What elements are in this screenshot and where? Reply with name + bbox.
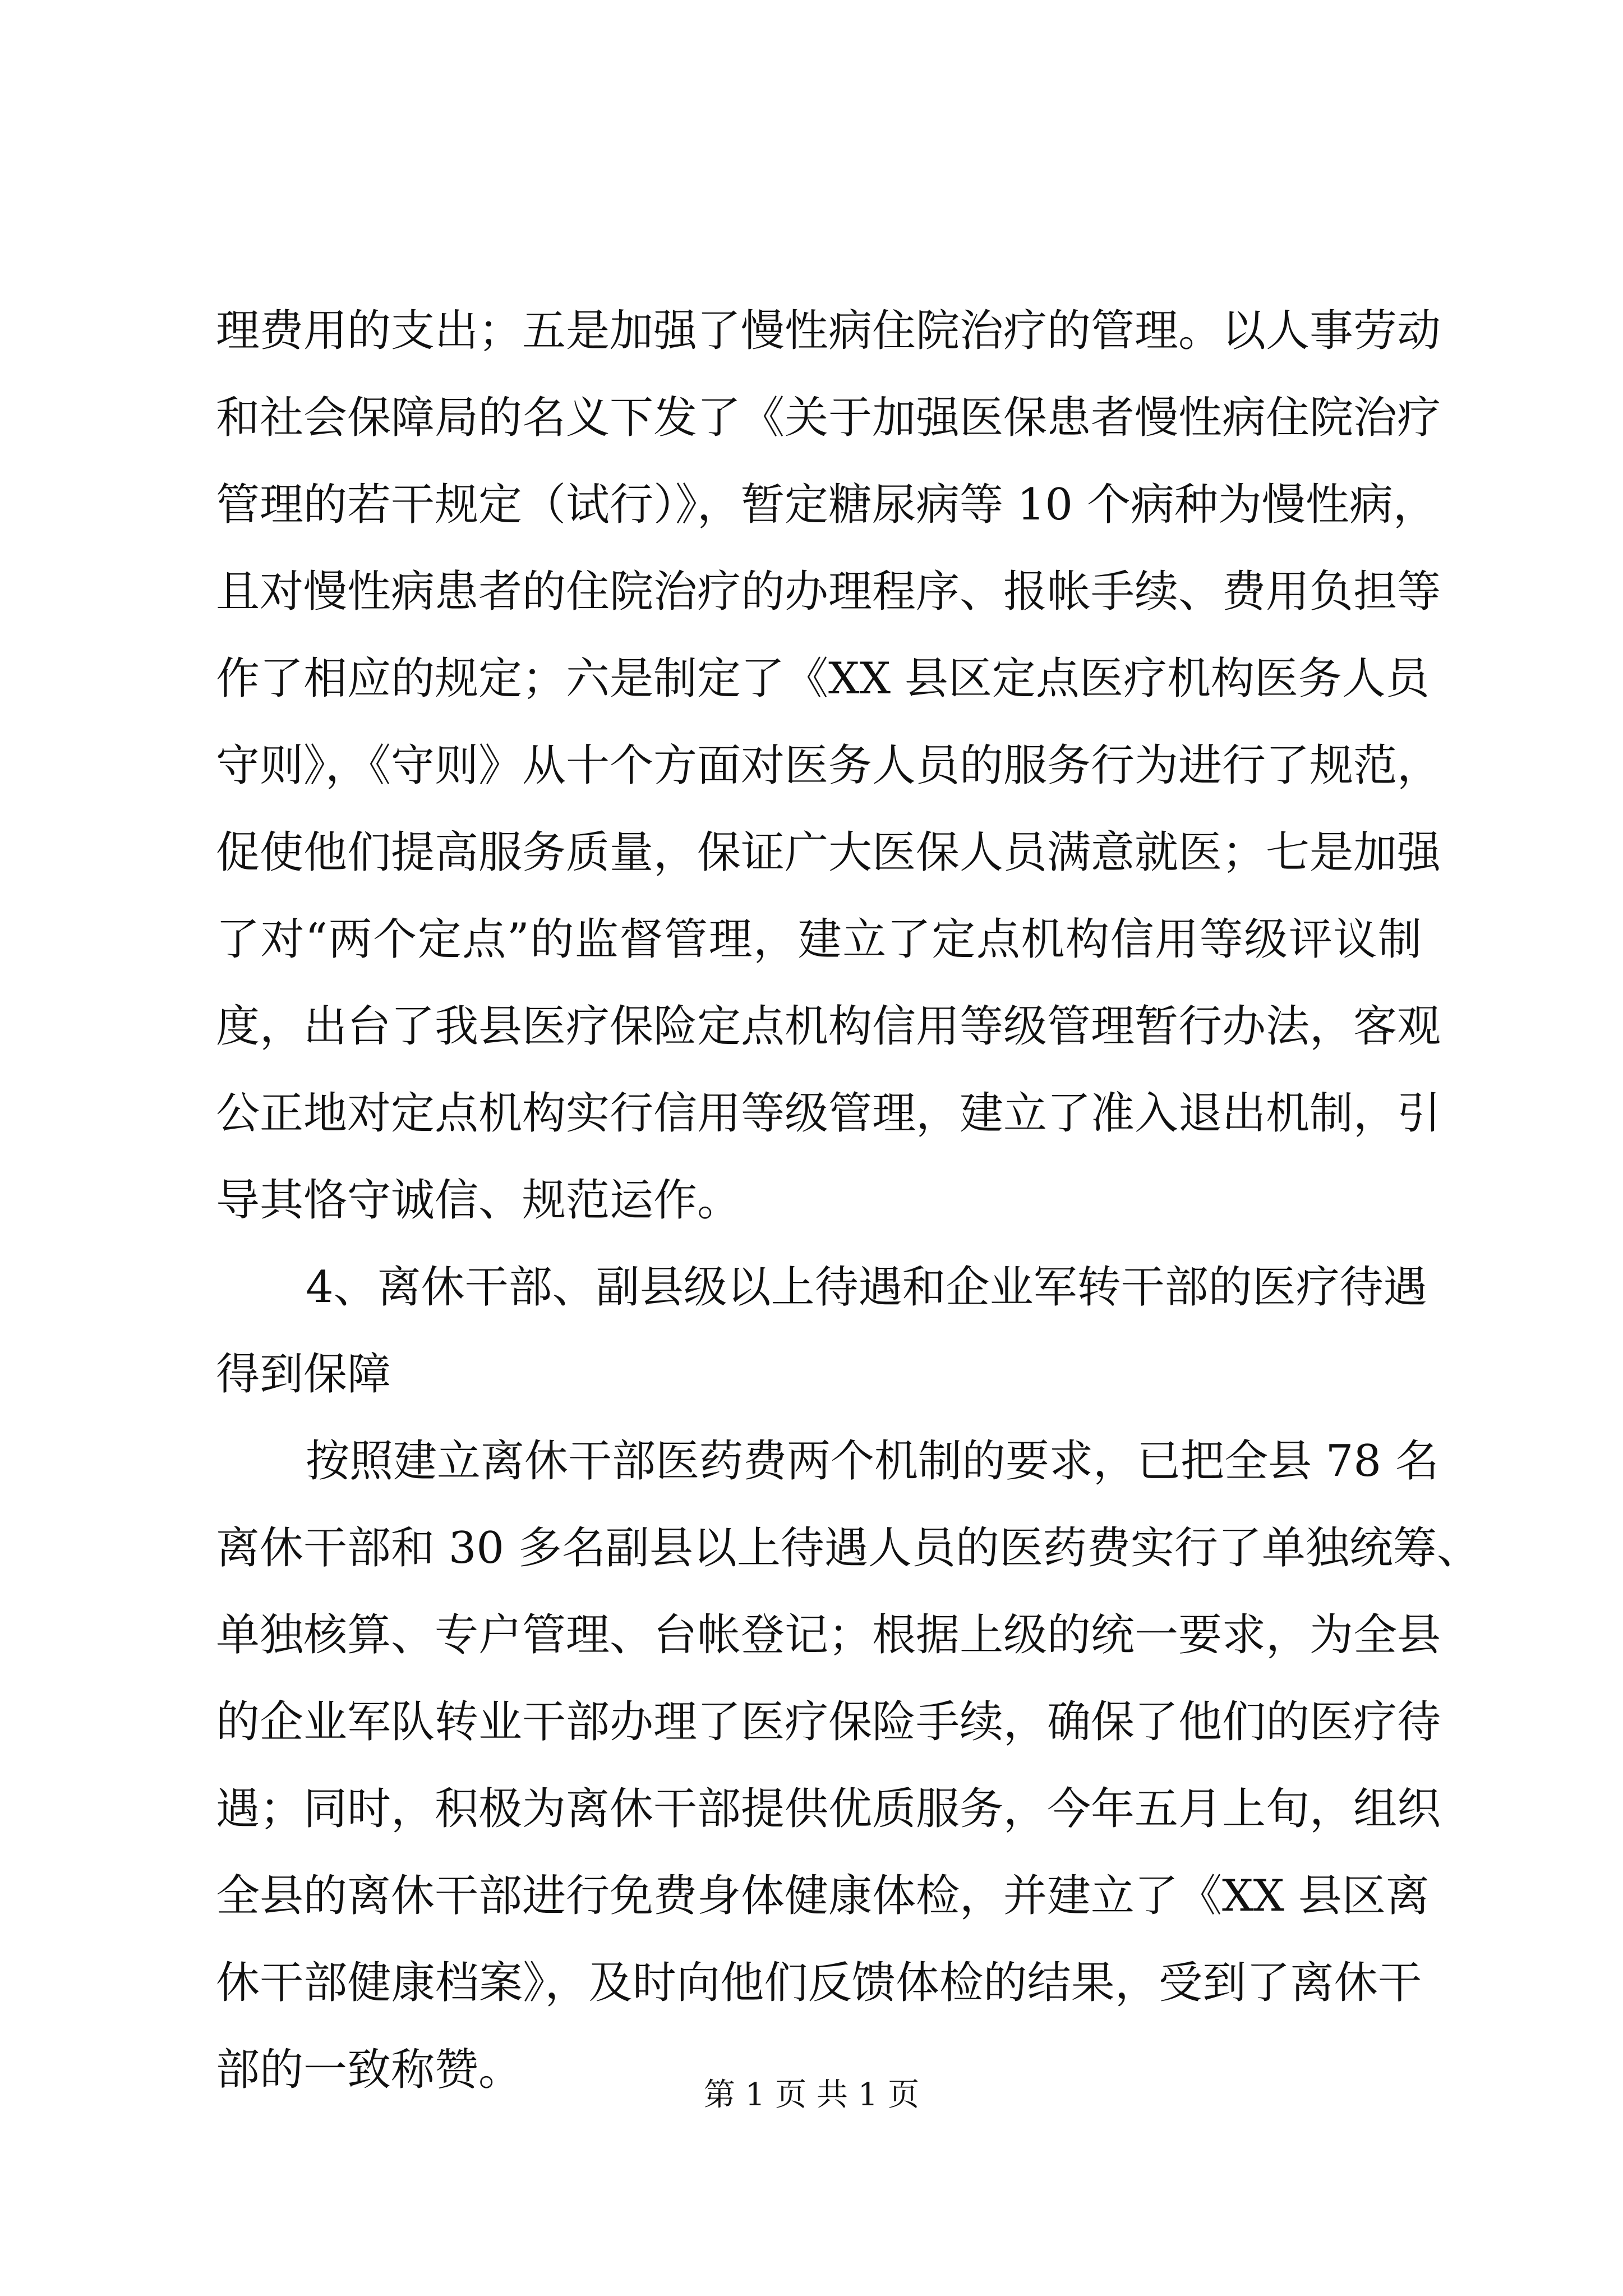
body-line-1: 理费用的支出；五是加强了慢性病住院治疗的管理。以人事劳动 [216, 306, 1441, 356]
body-line-15: 的企业军队转业干部办理了医疗保险手续，确保了他们的医疗待 [216, 1697, 1441, 1747]
body-line-16: 遇；同时，积极为离休干部提供优质服务，今年五月上旬，组织 [216, 1784, 1441, 1834]
body-line-3: 管理的若干规定（试行）》，暂定糖尿病等 10 个病种为慢性病， [216, 480, 1437, 530]
body-line-18: 休干部健康档案》，及时向他们反馈体检的结果，受到了离休干 [216, 1958, 1422, 2008]
body-line-8: 了对“两个定点”的监督管理，建立了定点机构信用等级评议制 [216, 914, 1422, 965]
body-line-17: 全县的离休干部进行免费身体健康体检，并建立了《XX 县区离 [216, 1871, 1430, 1921]
body-line-11: 导其恪守诚信、规范运作。 [216, 1175, 741, 1226]
body-line-2: 和社会保障局的名义下发了《关于加强医保患者慢性病住院治疗 [216, 393, 1441, 443]
body-line-14: 单独核算、专户管理、台帐登记；根据上级的统一要求，为全县 [216, 1610, 1441, 1660]
section-heading-line-1: 4、离休干部、副县级以上待遇和企业军转干部的医疗待遇 [306, 1262, 1427, 1313]
body-line-19: 部的一致称赞。 [216, 2045, 523, 2095]
page-number-footer: 第 1 页 共 1 页 [703, 2077, 920, 2113]
body-line-12: 按照建立离休干部医药费两个机制的要求，已把全县 78 名 [306, 1436, 1439, 1487]
body-line-9: 度，出台了我县医疗保险定点机构信用等级管理暂行办法，客观 [216, 1001, 1441, 1052]
body-line-13: 离休干部和 30 多名副县以上待遇人员的医药费实行了单独统筹、 [216, 1523, 1481, 1573]
section-heading-line-2: 得到保障 [216, 1349, 391, 1400]
body-line-10: 公正地对定点机构实行信用等级管理，建立了准入退出机制，引 [216, 1088, 1441, 1139]
body-line-5: 作了相应的规定；六是制定了《XX 县区定点医疗机构医务人员 [216, 654, 1430, 704]
body-line-7: 促使他们提高服务质量，保证广大医保人员满意就医；七是加强 [216, 827, 1441, 878]
body-line-6: 守则》，《守则》从十个方面对医务人员的服务行为进行了规范， [216, 740, 1441, 791]
body-line-4: 且对慢性病患者的住院治疗的办理程序、报帐手续、费用负担等 [216, 567, 1441, 617]
